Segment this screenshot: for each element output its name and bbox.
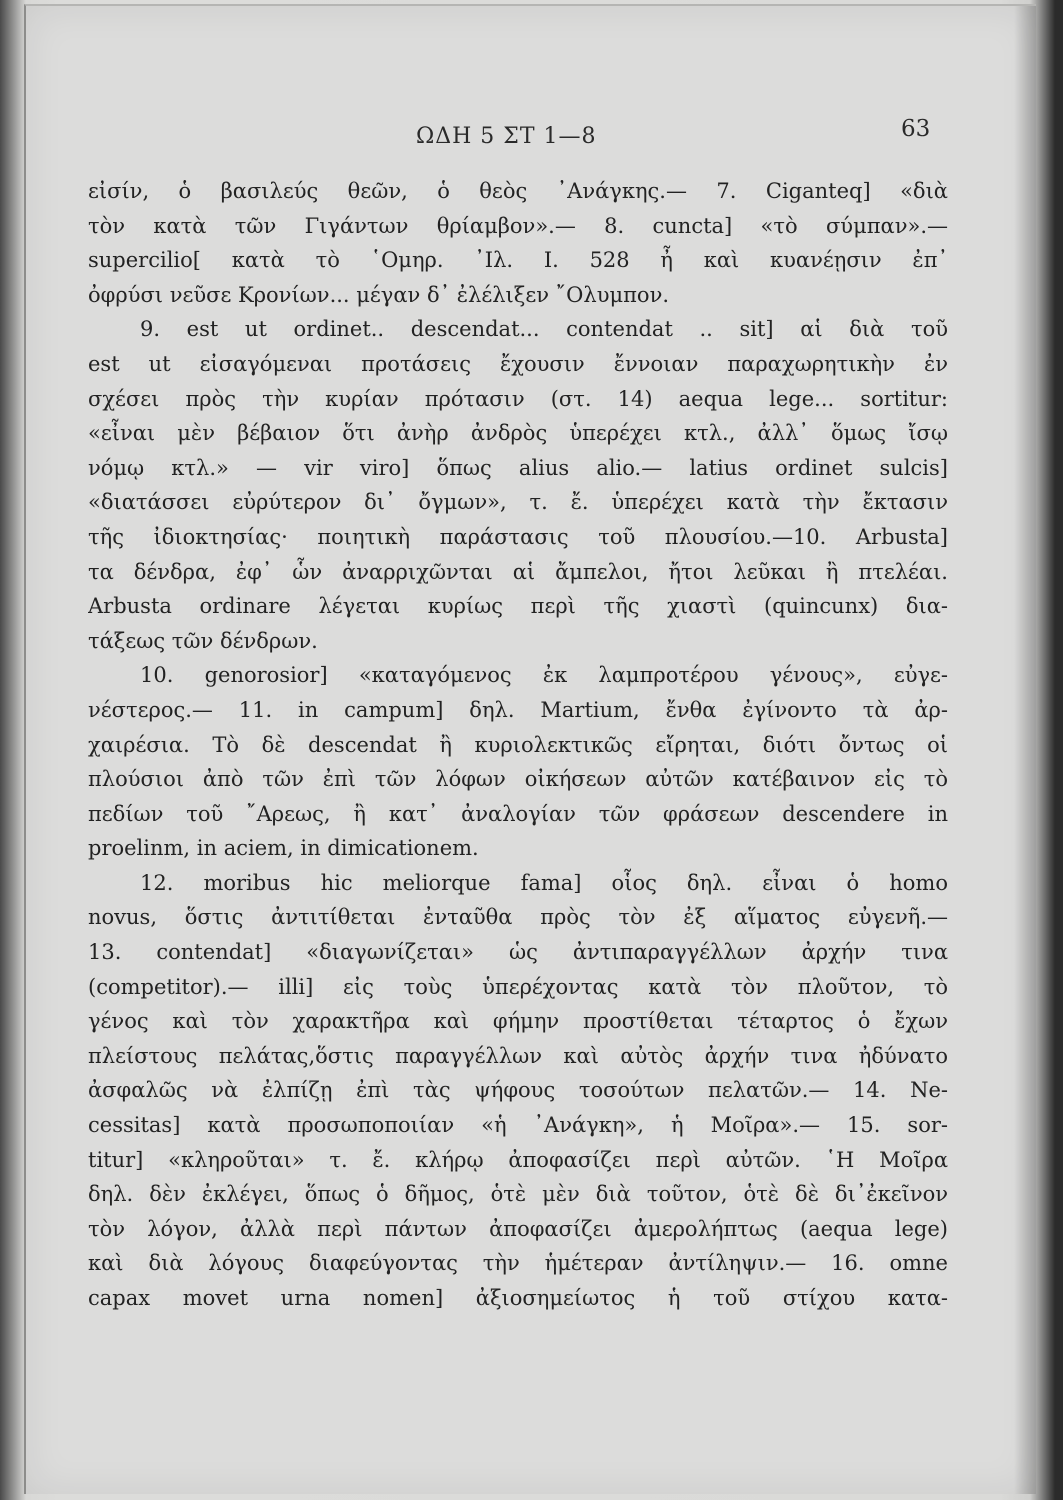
text-line: ὀφρύσι νεῦσε Κρονίων... μέγαν δ᾿ ἐλέλιξεν ῎Ολυμπον. xyxy=(88,282,670,307)
text-line: capax movet urna nomen] ἀξιοσημείωτος ἡ τοῦ στίχου κατα- xyxy=(88,1286,948,1310)
page-number: 63 xyxy=(901,116,931,142)
text-line: Arbusta ordinare λέγεται κυρίως περὶ τῆς χιαστὶ (quincunx) δια- xyxy=(88,594,948,619)
text-line: καὶ διὰ λόγους διαφεύγοντας τὴν ἡμέτεραν ἀντίληψιν.— 16. omne xyxy=(88,1251,948,1276)
text-line: τάξεως τῶν δένδρων. xyxy=(88,628,318,653)
text-line: γένος καὶ τὸν χαρακτῆρα καὶ φήμην προστίθεται τέταρτος ὁ ἔχων xyxy=(88,1009,948,1034)
text-line: πλούσιοι ἀπὸ τῶν ἐπὶ τῶν λόφων οἰκήσεων αὐτῶν κατέβαινον εἰς τὸ xyxy=(88,767,948,792)
text-line: τα δένδρα, ἐφ᾿ ὧν ἀναρριχῶνται αἱ ἄμπελοι, ἤτοι λεῦκαι ἢ πτελέαι. xyxy=(88,559,948,584)
text-line: 9. est ut ordinet.. descendat... contendat .. sit] αἱ διὰ τοῦ xyxy=(140,317,948,342)
running-title: ΩΔΗ 5 ΣΤ 1—8 xyxy=(416,124,597,149)
text-line: novus, ὅστις ἀντιτίθεται ἐνταῦθα πρὸς τὸν ἐξ αἵματος εὐγενῆ.— xyxy=(88,905,948,930)
text-line: τὸν κατὰ τῶν Γιγάντων θρίαμβον».— 8. cuncta] «τὸ σύμπαν».— xyxy=(88,213,948,238)
running-head xyxy=(26,116,1036,154)
book-page xyxy=(24,4,1036,1494)
commentary-text xyxy=(88,174,948,1316)
text-line: «διατάσσει εὐρύτερον δι᾿ ὄγμων», τ. ἔ. ὑπερέχει κατὰ τὴν ἔκτασιν xyxy=(88,490,948,515)
text-line: est ut εἰσαγόμεναι προτάσεις ἔχουσιν ἔννοιαν παραχωρητικὴν ἐν xyxy=(88,351,948,376)
text-line: τὸν λόγον, ἀλλὰ περὶ πάντων ἀποφασίζει ἀμερολήπτως (aequa lege) xyxy=(88,1216,948,1241)
text-line: supercilio[ κατὰ τὸ ῾Ομηρ. ᾿Ιλ. Ι. 528 ἦ καὶ κυανέῃσιν ἐπ᾿ xyxy=(88,248,948,273)
text-line: «εἶναι μὲν βέβαιον ὅτι ἀνὴρ ἀνδρὸς ὑπερέχει κτλ., ἀλλ᾿ ὅμως ἴσῳ xyxy=(88,421,948,446)
text-line: cessitas] κατὰ προσωποποιίαν «ἡ ᾿Ανάγκη», ἡ Μοῖρα».— 15. sor- xyxy=(88,1113,948,1138)
text-line: πεδίων τοῦ ῎Αρεως, ἢ κατ᾿ ἀναλογίαν τῶν φράσεων descendere in xyxy=(88,801,948,826)
text-line: χαιρέσια. Τὸ δὲ descendat ἢ κυριολεκτικῶς εἴρηται, διότι ὄντως οἱ xyxy=(88,732,948,757)
text-line: titur] «κληροῦται» τ. ἔ. κλήρῳ ἀποφασίζει περὶ αὐτῶν. ῾Η Μοῖρα xyxy=(88,1147,948,1172)
text-line: νέστερος.— 11. in campum] δηλ. Martium, ἔνθα ἐγίνοντο τὰ ἀρ- xyxy=(88,697,948,722)
text-line: τῆς ἰδιοκτησίας· ποιητικὴ παράστασις τοῦ πλουσίου.—10. Arbusta] xyxy=(88,524,948,549)
text-line: 13. contendat] «διαγωνίζεται» ὡς ἀντιπαραγγέλλων ἀρχήν τινα xyxy=(88,940,948,965)
text-line: νόμῳ κτλ.» — vir viro] ὅπως alius alio.— latius ordinet sulcis] xyxy=(88,455,948,480)
text-line: δηλ. δὲν ἐκλέγει, ὅπως ὁ δῆμος, ὁτὲ μὲν διὰ τοῦτον, ὁτὲ δὲ δι᾿ἐκεῖνον xyxy=(88,1182,948,1207)
text-line: (competitor).— illi] εἰς τοὺς ὑπερέχοντας κατὰ τὸν πλοῦτον, τὸ xyxy=(88,974,948,999)
text-line: ἀσφαλῶς νὰ ἐλπίζῃ ἐπὶ τὰς ψήφους τοσούτων πελατῶν.— 14. Ne- xyxy=(88,1078,948,1103)
text-line: 12. moribus hic meliorque fama] οἷος δηλ. εἶναι ὁ homo xyxy=(140,870,948,895)
page-fold-shadow xyxy=(1014,6,1036,1494)
text-line: proelinm, in aciem, in dimicationem. xyxy=(88,836,479,861)
text-line: εἰσίν, ὁ βασιλεύς θεῶν, ὁ θεὸς ᾿Ανάγκης.— 7. Ciganteq] «διὰ xyxy=(88,179,948,203)
text-line: πλείστους πελάτας,ὅστις παραγγέλλων καὶ αὐτὸς ἀρχήν τινα ἠδύνατο xyxy=(88,1043,948,1068)
text-line: σχέσει πρὸς τὴν κυρίαν πρότασιν (στ. 14) aequa lege... sortitur: xyxy=(88,386,948,411)
text-line: 10. genorosior] «καταγόμενος ἐκ λαμπροτέρου γένους», εὐγε- xyxy=(140,663,948,688)
